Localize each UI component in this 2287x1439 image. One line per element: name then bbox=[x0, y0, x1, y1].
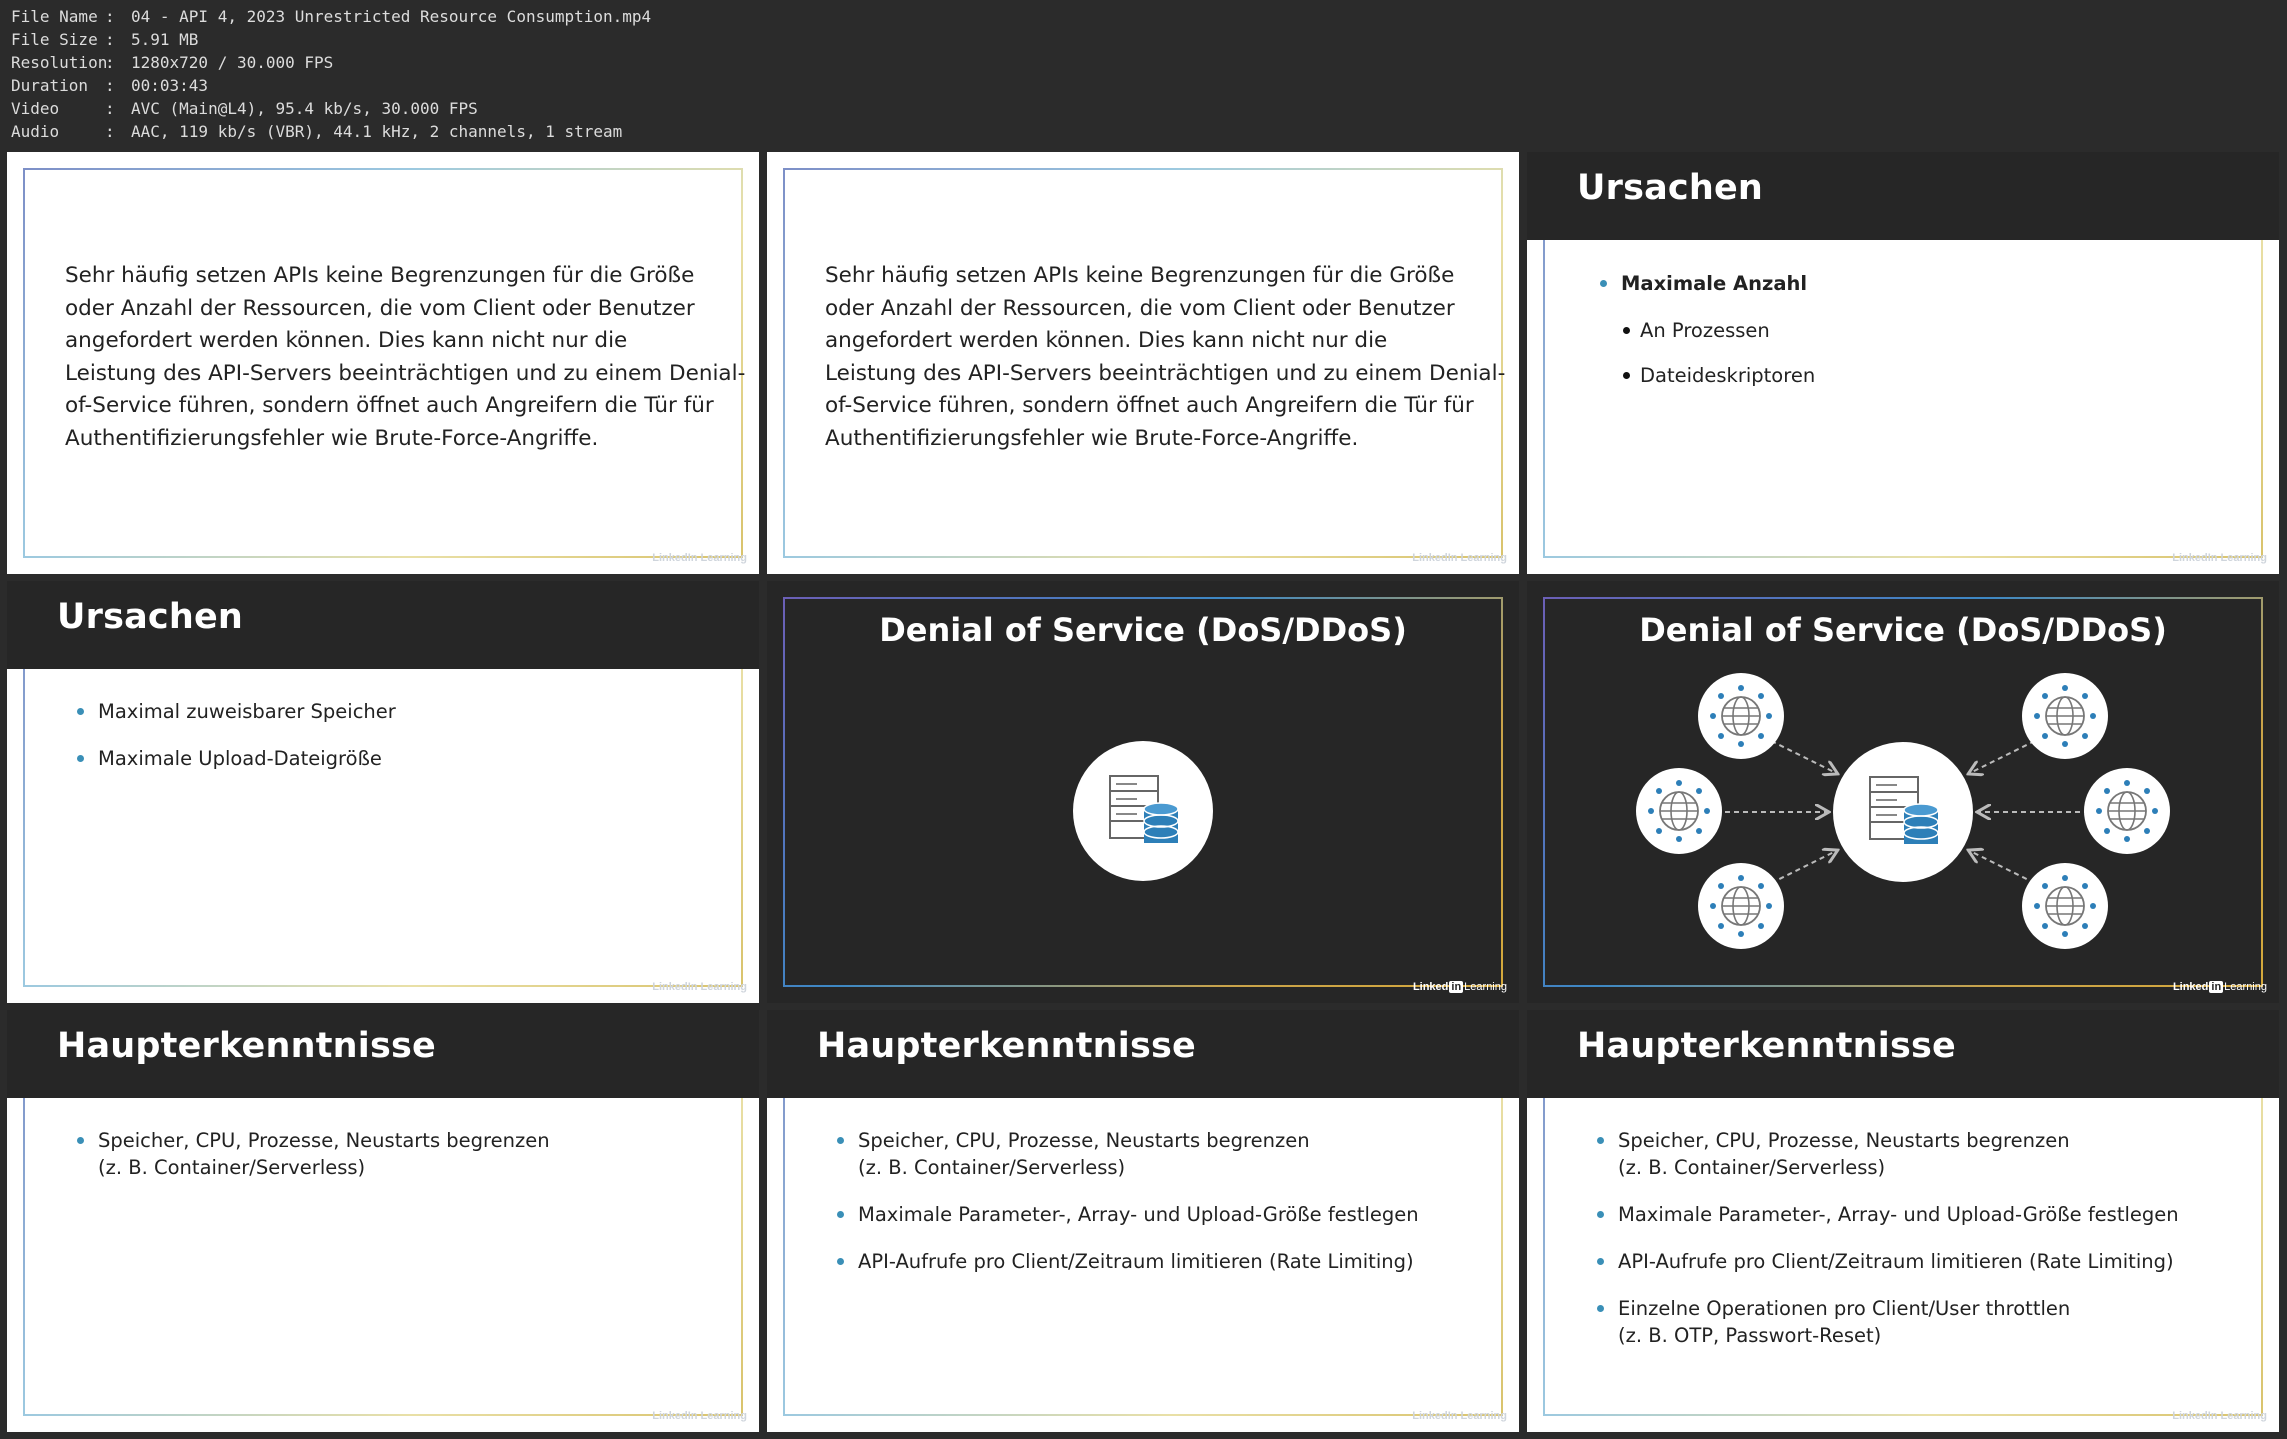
slide-title: Haupterkenntnisse bbox=[817, 1026, 1196, 1066]
thumbnail-8 bbox=[767, 1010, 1519, 1432]
title-band bbox=[1527, 1010, 2279, 1098]
list-item: Speicher, CPU, Prozesse, Neustarts begrenzen (z. B. Container/Serverless) bbox=[1597, 1127, 2179, 1181]
watermark: LinkedIn Learning bbox=[652, 1410, 747, 1422]
slide-title: Ursachen bbox=[1577, 168, 1764, 208]
list-item: Maximal zuweisbarer Speicher bbox=[77, 698, 396, 725]
server-database-icon bbox=[1833, 742, 1973, 882]
globe-network-icon bbox=[2022, 863, 2108, 949]
globe-network-icon bbox=[2084, 768, 2170, 854]
slide-title: Ursachen bbox=[57, 597, 244, 637]
linkedin-learning-logo: Linked in Learning bbox=[2172, 981, 2267, 993]
file-info-header bbox=[0, 0, 2287, 150]
title-band bbox=[7, 581, 759, 669]
list-item: API-Aufrufe pro Client/Zeitraum limitieren (Rate Limiting) bbox=[1597, 1248, 2179, 1275]
file-info-row-audio: Audio : AAC, 119 kb/s (VBR), 44.1 kHz, 2 channels, 1 stream bbox=[11, 122, 623, 141]
list-item: Maximale Upload-Dateigröße bbox=[77, 745, 396, 772]
thumbnail-9 bbox=[1527, 1010, 2279, 1432]
file-info-row-video: Video : AVC (Main@L4), 95.4 kb/s, 30.000 FPS bbox=[11, 99, 478, 118]
file-info-row-resolution: Resolution: 1280x720 / 30.000 FPS bbox=[11, 53, 334, 72]
list-item: Maximale Parameter-, Array- und Upload-Größe festlegen bbox=[837, 1201, 1419, 1228]
thumbnail-5 bbox=[767, 581, 1519, 1003]
globe-network-icon bbox=[1636, 768, 1722, 854]
title-band bbox=[7, 1010, 759, 1098]
thumbnail-4 bbox=[7, 581, 759, 1003]
server-database-icon bbox=[1073, 741, 1213, 881]
title-band bbox=[767, 1010, 1519, 1098]
globe-network-icon bbox=[1698, 863, 1784, 949]
bullet-list bbox=[837, 1127, 1419, 1295]
watermark: LinkedIn Learning bbox=[1412, 1410, 1507, 1422]
thumbnail-6 bbox=[1527, 581, 2279, 1003]
globe-network-icon bbox=[2022, 673, 2108, 759]
thumbnail-2 bbox=[767, 152, 1519, 574]
thumbnail-1 bbox=[7, 152, 759, 574]
list-item: An Prozessen bbox=[1623, 317, 1815, 344]
bullet-list bbox=[1600, 270, 1807, 317]
watermark: LinkedIn Learning bbox=[2172, 552, 2267, 564]
watermark: LinkedIn Learning bbox=[652, 981, 747, 993]
list-item: API-Aufrufe pro Client/Zeitraum limitieren (Rate Limiting) bbox=[837, 1248, 1419, 1275]
linkedin-learning-logo: Linked in Learning bbox=[1412, 981, 1507, 993]
bullet-list bbox=[1597, 1127, 2179, 1369]
title-band bbox=[1527, 152, 2279, 240]
bullet-list bbox=[77, 698, 396, 792]
ddos-diagram bbox=[1527, 581, 2279, 1003]
sub-bullet-list bbox=[1623, 317, 1815, 407]
list-item: Speicher, CPU, Prozesse, Neustarts begrenzen (z. B. Container/Serverless) bbox=[77, 1127, 550, 1181]
thumbnail-3 bbox=[1527, 152, 2279, 574]
intro-paragraph: Sehr häufig setzen APIs keine Begrenzungen für die Größe oder Anzahl der Ressourcen, die vom Client oder Benutzer angefordert werden können. Dies kann nicht nur die Leistung des API-Servers beeinträchtigen und zu einem Denial- of-Service führen, sondern öffnet auch Angreifern die Tür für Authentifizierungsfehler wie Brute-Force-Angriffe. bbox=[825, 263, 1506, 451]
file-info-row-duration: Duration : 00:03:43 bbox=[11, 76, 209, 95]
globe-network-icon bbox=[1698, 673, 1784, 759]
list-item: Einzelne Operationen pro Client/User throttlen (z. B. OTP, Passwort-Reset) bbox=[1597, 1295, 2179, 1349]
slide-title: Haupterkenntnisse bbox=[1577, 1026, 1956, 1066]
watermark: LinkedIn Learning bbox=[1412, 552, 1507, 564]
bullet-list bbox=[77, 1127, 550, 1201]
list-item: Dateideskriptoren bbox=[1623, 362, 1815, 389]
slide-title: Haupterkenntnisse bbox=[57, 1026, 436, 1066]
slide-title: Denial of Service (DoS/DDoS) bbox=[1639, 611, 2167, 649]
list-item: Maximale Parameter-, Array- und Upload-Größe festlegen bbox=[1597, 1201, 2179, 1228]
list-item: Speicher, CPU, Prozesse, Neustarts begrenzen (z. B. Container/Serverless) bbox=[837, 1127, 1419, 1181]
intro-paragraph: Sehr häufig setzen APIs keine Begrenzungen für die Größe oder Anzahl der Ressourcen, die vom Client oder Benutzer angefordert werden können. Dies kann nicht nur die Leistung des API-Servers beeinträchtigen und zu einem Denial- of-Service führen, sondern öffnet auch Angreifern die Tür für Authentifizierungsfehler wie Brute-Force-Angriffe. bbox=[65, 263, 746, 451]
thumbnail-7 bbox=[7, 1010, 759, 1432]
list-item: Maximale Anzahl bbox=[1600, 270, 1807, 297]
slide-title: Denial of Service (DoS/DDoS) bbox=[879, 611, 1407, 649]
watermark: LinkedIn Learning bbox=[2172, 1410, 2267, 1422]
dos-diagram bbox=[767, 581, 1519, 1003]
file-info-row-size: File Size : 5.91 MB bbox=[11, 30, 199, 49]
file-info-row-name: File Name : 04 - API 4, 2023 Unrestricted Resource Consumption.mp4 bbox=[11, 7, 652, 26]
watermark: LinkedIn Learning bbox=[652, 552, 747, 564]
